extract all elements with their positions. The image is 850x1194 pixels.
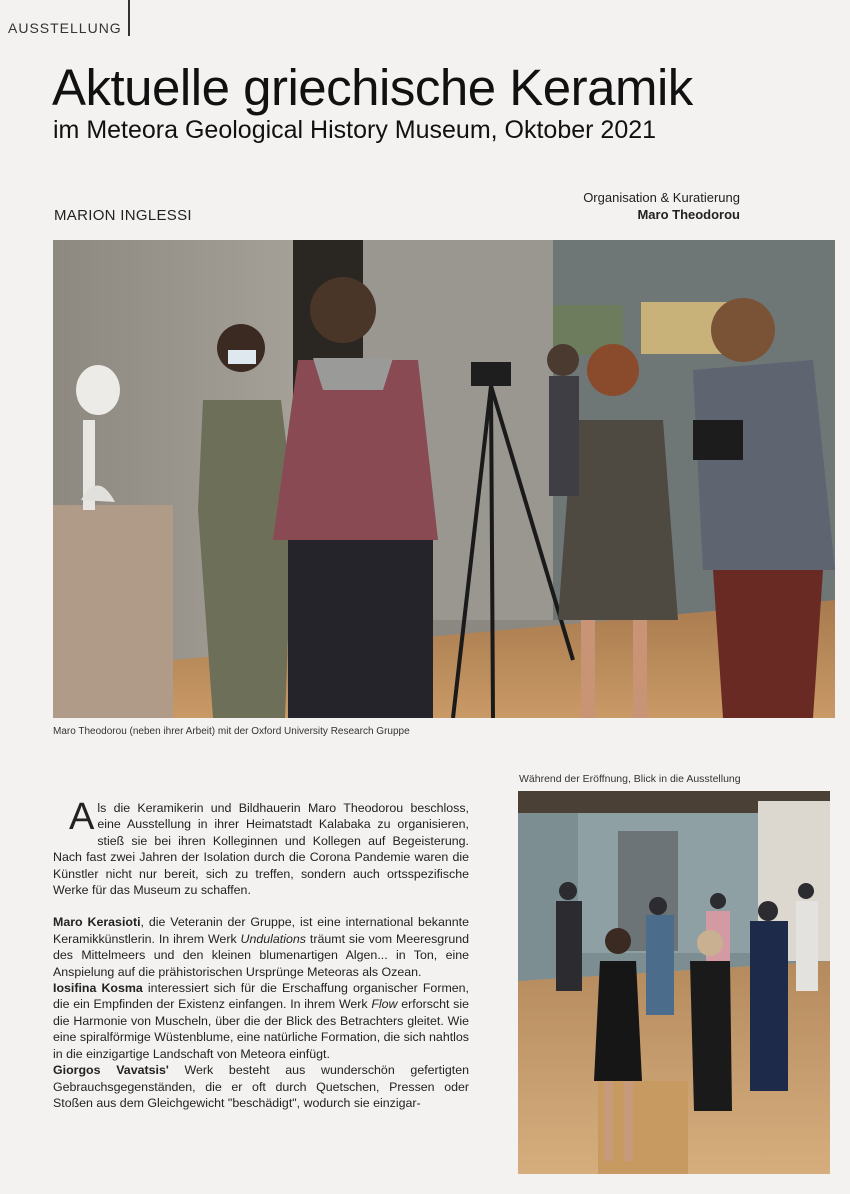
paragraph-kerasioti-text-b: träumt sie vom Meeresgrund des Mittelmeers und den kleinen blumenartigen Algen... in Ton, eine Anspielung auf die prähistorischen Ursprünge Meteoras als Ozean.: [53, 931, 469, 979]
paragraph-kosma-text-a: interessiert sich für die Erschaffung organischer Formen, die ein Empfinden der Existenz einfangen. In ihrem Werk: [53, 981, 469, 1012]
main-photo-caption: Maro Theodorou (neben ihrer Arbeit) mit der Oxford University Research Gruppe: [53, 726, 410, 737]
paragraph-intro-text: ls die Keramikerin und Bildhauerin Maro Theodorou beschloss, eine Ausstellung in ihrer Heimatstadt Kalabaka zu organisieren, stieß sie bei ihren Kolleginnen und Kollegen auf Begeisterung. Nach fast zwei Jahren der Isolation durch die Corona Pandemie waren die Künstler nicht nur bereit, sich zu treffen, sondern auch ortsspezifische Werke für das Museum zu schaffen.: [53, 801, 469, 898]
paragraph-kosma-text-b: erforscht sie die Harmonie von Muscheln, über die der Blick des Betrachters gleitet. Wie eine spiralförmige Wüstenblume, eine natürliche Formation, die sich nahtlos in die einzigartige Landschaft von Meteora einfügt.: [53, 997, 469, 1061]
main-photo: [53, 240, 835, 718]
article-subtitle: im Meteora Geological History Museum, Oktober 2021: [53, 116, 657, 144]
side-photo-caption: Während der Eröffnung, Blick in die Ausstellung: [519, 773, 741, 785]
side-photo-illustration: [518, 791, 830, 1174]
paragraph-kerasioti: [53, 914, 469, 980]
side-photo: [518, 791, 830, 1174]
artist-name-kerasioti: Maro Kerasioti: [53, 915, 141, 930]
article-title: Aktuelle griechische Keramik: [52, 59, 693, 116]
artist-name-kosma: Iosifina Kosma: [53, 981, 143, 996]
main-photo-illustration: [53, 240, 835, 718]
organisation-label: Organisation & Kuratierung: [583, 190, 740, 205]
article-body: [53, 796, 469, 1111]
section-divider: [128, 0, 130, 36]
paragraph-intro: [53, 796, 469, 898]
paragraph-vavatsis: [53, 1062, 469, 1111]
artist-name-vavatsis: Giorgos Vavatsis': [53, 1063, 169, 1078]
paragraph-kosma: [53, 980, 469, 1062]
work-title-flow: Flow: [371, 997, 398, 1012]
work-title-undulations: Undulations: [240, 931, 306, 946]
drop-cap: A: [69, 796, 95, 838]
paragraph-kerasioti-text-a: , die Veteranin der Gruppe, ist eine international bekannte Keramikkünstlerin. In ihrem Werk: [53, 915, 469, 946]
author-name: MARION INGLESSI: [54, 207, 192, 224]
paragraph-vavatsis-text: Werk besteht aus wunderschön gefertigten Gebrauchsgegenständen, die er oft durch Quetschen, Pressen oder Stoßen aus dem Gleichgewicht "beschädigt", wodurch sie einzigar-: [53, 1063, 469, 1110]
section-label: AUSSTELLUNG: [8, 20, 122, 36]
organisation-name: Maro Theodorou: [637, 207, 740, 222]
